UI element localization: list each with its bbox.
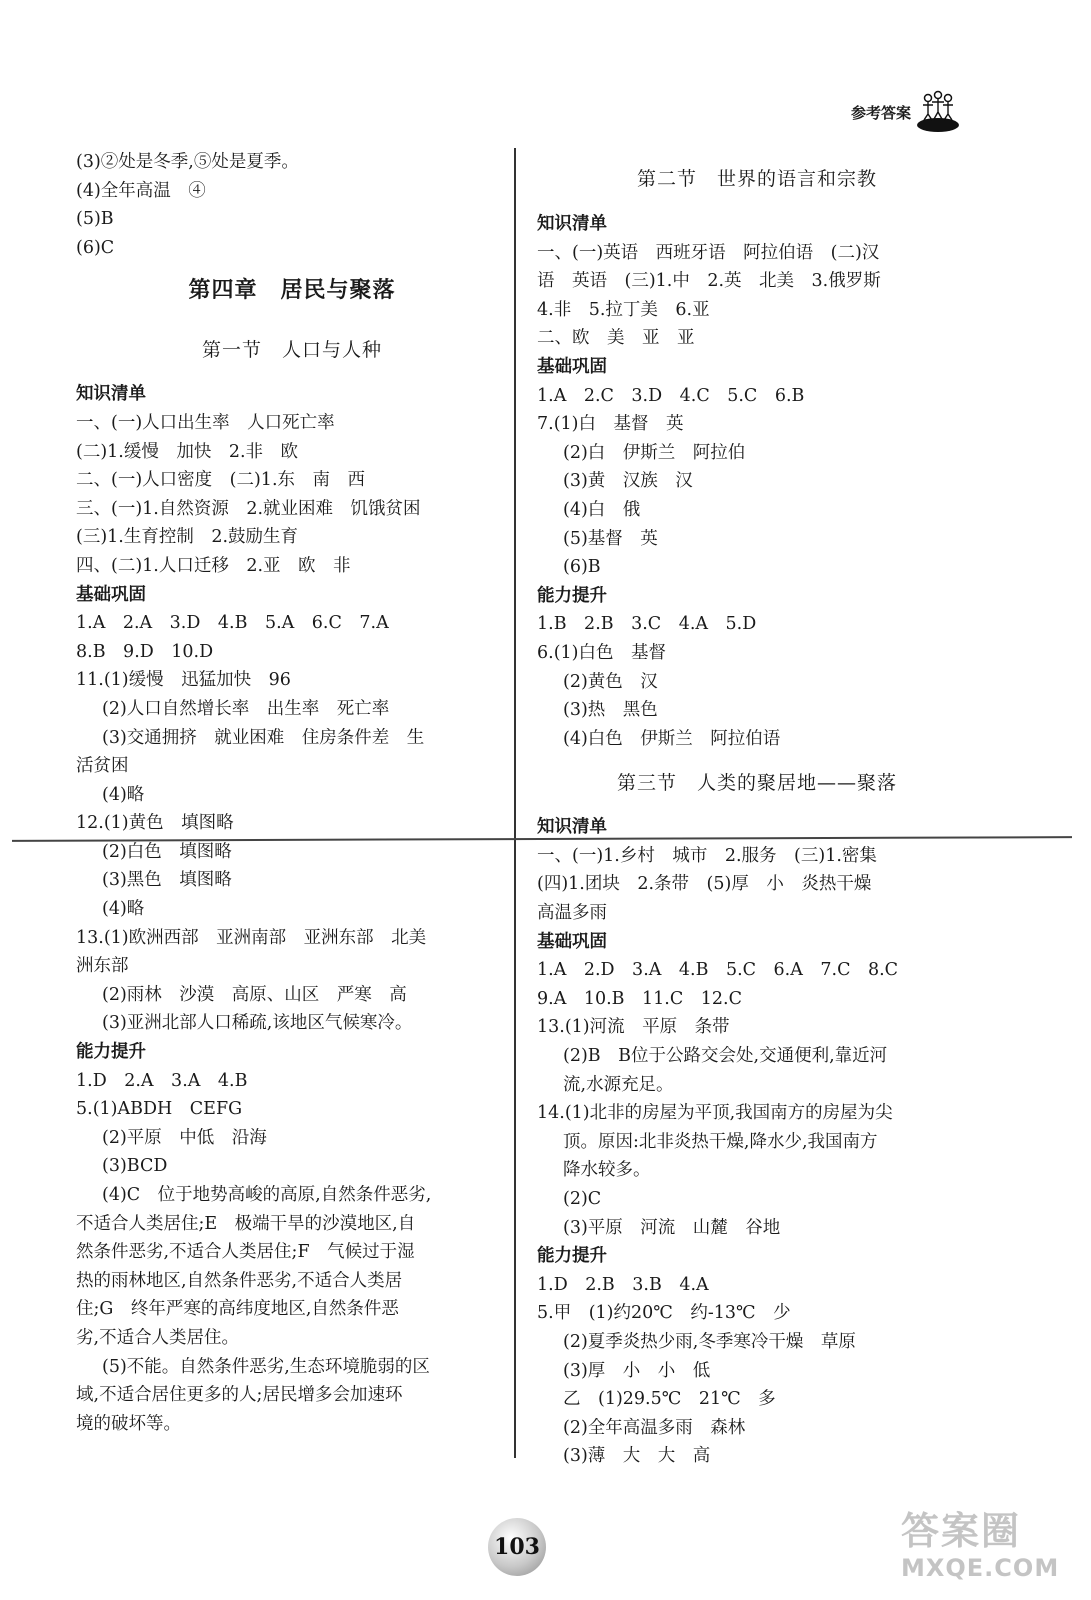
answer-line: (2)雨林 沙漠 高原、山区 严寒 高 bbox=[102, 984, 407, 1005]
answer-line: (3)②处是冬季,⑤处是夏季。 bbox=[76, 152, 299, 172]
answer-list bbox=[537, 1271, 977, 1471]
answer-list bbox=[76, 409, 508, 581]
answer-line: (5)B bbox=[76, 209, 114, 230]
answer-line: 住;G 终年严寒的高纬度地区,自然条件恶 bbox=[76, 1299, 399, 1320]
section-heading: 知识清单 bbox=[76, 384, 146, 405]
answer-line: (3)热 黑色 bbox=[563, 700, 658, 721]
answer-line: 热的雨林地区,自然条件恶劣,不适合人类居 bbox=[76, 1270, 403, 1291]
answer-line: (3)厚 小 小 低 bbox=[563, 1360, 711, 1381]
answer-line: 7.(1)白 基督 英 bbox=[537, 414, 684, 435]
answer-line: 一、(一)人口出生率 人口死亡率 bbox=[76, 412, 335, 433]
answer-line: 语 英语 (三)1.中 2.英 北美 3.俄罗斯 bbox=[537, 271, 881, 292]
answer-line: 11.(1)缓慢 迅猛加快 96 bbox=[76, 670, 291, 691]
left-top-answers bbox=[76, 148, 508, 262]
answer-line: 洲东部 bbox=[76, 956, 129, 977]
answer-line: 降水较多。 bbox=[563, 1160, 651, 1181]
answer-line: (三)1.生育控制 2.鼓励生育 bbox=[76, 527, 299, 548]
answer-line: (4)白色 伊斯兰 阿拉伯语 bbox=[563, 728, 781, 749]
section-heading: 知识清单 bbox=[537, 214, 607, 234]
answer-line: (3)黑色 填图略 bbox=[102, 870, 232, 891]
page-number: 103 bbox=[488, 1518, 546, 1576]
answer-line: (二)1.缓慢 加快 2.非 欧 bbox=[76, 441, 299, 462]
answer-line: (3)平原 河流 山麓 谷地 bbox=[563, 1217, 781, 1238]
answer-line: 6.(1)白色 基督 bbox=[537, 642, 666, 663]
watermark-url: MXQE.COM bbox=[901, 1554, 1060, 1582]
answer-line: (2)B B位于公路交会处,交通便利,靠近河 bbox=[563, 1046, 888, 1067]
answer-line: 13.(1)河流 平原 条带 bbox=[537, 1017, 730, 1038]
answer-line: 13.(1)欧洲西部 亚洲南部 亚洲东部 北美 bbox=[76, 927, 427, 948]
answer-line: 1.D 2.B 3.B 4.A bbox=[537, 1274, 709, 1295]
left-column bbox=[76, 148, 508, 1438]
section-heading: 基础巩固 bbox=[537, 931, 607, 952]
answer-line: 一、(一)1.乡村 城市 2.服务 (三)1.密集 bbox=[537, 845, 877, 866]
answer-line: (5)不能。自然条件恶劣,生态环境脆弱的区 bbox=[102, 1356, 430, 1377]
answer-list bbox=[537, 956, 977, 1242]
header-label: 参考答案 bbox=[850, 104, 911, 122]
answer-line: 5.(1)ABDH CEFG bbox=[76, 1099, 243, 1120]
answer-list bbox=[537, 610, 977, 753]
answer-line: (6)C bbox=[76, 237, 115, 258]
answer-list bbox=[537, 842, 977, 928]
section-heading: 知识清单 bbox=[537, 817, 607, 838]
answer-line: (3)亚洲北部人口稀疏,该地区气候寒冷。 bbox=[102, 1013, 413, 1034]
answer-line: 1.D 2.A 3.A 4.B bbox=[76, 1070, 248, 1091]
answer-line: 4.非 5.拉丁美 6.亚 bbox=[537, 299, 710, 320]
right-column bbox=[537, 148, 977, 1471]
answer-line: (4)白 俄 bbox=[563, 499, 641, 520]
answer-line: (4)略 bbox=[102, 899, 145, 920]
answer-line: 14.(1)北非的房屋为平顶,我国南方的房屋为尖 bbox=[537, 1103, 893, 1124]
answer-line: (四)1.团块 2.条带 (5)厚 小 炎热干燥 bbox=[537, 874, 872, 895]
answer-line: (6)B bbox=[563, 557, 601, 578]
answer-line: (4)略 bbox=[102, 784, 145, 805]
answer-line: 一、(一)英语 西班牙语 阿拉伯语 (二)汉 bbox=[537, 242, 880, 263]
answer-line: (3)黄 汉族 汉 bbox=[563, 471, 693, 492]
answer-line: (2)平原 中低 沿海 bbox=[102, 1127, 267, 1148]
answer-line: 不适合人类居住;E 极端干旱的沙漠地区,自 bbox=[76, 1213, 416, 1234]
answer-list bbox=[537, 239, 977, 353]
answer-line: 高温多雨 bbox=[537, 903, 607, 924]
answer-line: 1.B 2.B 3.C 4.A 5.D bbox=[537, 614, 757, 635]
answer-list bbox=[76, 1067, 508, 1439]
answer-line: 活贫困 bbox=[76, 756, 129, 777]
answer-line: (3)薄 大 大 高 bbox=[563, 1446, 711, 1467]
section-title: 第三节 人类的聚居地——聚落 bbox=[616, 772, 897, 795]
answer-line: (2)全年高温多雨 森林 bbox=[563, 1417, 746, 1438]
chapter-title: 第四章 居民与聚落 bbox=[188, 278, 396, 304]
watermark-logo-text: 答案圈 bbox=[901, 1509, 1022, 1553]
page-header bbox=[0, 88, 1091, 138]
answer-line: 二、欧 美 亚 亚 bbox=[537, 328, 695, 349]
answer-line: (2)白 伊斯兰 阿拉伯 bbox=[563, 442, 746, 463]
section-title: 第一节 人口与人种 bbox=[201, 339, 382, 362]
answer-line: 然条件恶劣,不适合人类居住;F 气候过于湿 bbox=[76, 1242, 415, 1263]
answer-line: 1.A 2.D 3.A 4.B 5.C 6.A 7.C 8.C bbox=[537, 960, 899, 981]
answer-line: 乙 (1)29.5℃ 21℃ 多 bbox=[563, 1389, 776, 1410]
answer-list bbox=[76, 609, 508, 1038]
answer-line: (2)黄色 汉 bbox=[563, 671, 658, 692]
answer-line: (5)基督 英 bbox=[563, 528, 658, 549]
answer-line: 1.A 2.C 3.D 4.C 5.C 6.B bbox=[537, 385, 805, 406]
answer-line: 域,不适合居住更多的人;居民增多会加速环 bbox=[76, 1385, 403, 1406]
answer-line: 境的破坏等。 bbox=[76, 1413, 181, 1434]
section-heading: 能力提升 bbox=[537, 585, 607, 606]
answer-line: (4)C 位于地势高峻的高原,自然条件恶劣, bbox=[102, 1185, 432, 1205]
answer-line: 8.B 9.D 10.D bbox=[76, 641, 214, 662]
answer-line: 劣,不适合人类居住。 bbox=[76, 1327, 240, 1348]
answer-line: 三、(一)1.自然资源 2.就业困难 饥饿贫困 bbox=[76, 498, 421, 519]
answer-line: 二、(一)人口密度 (二)1.东 南 西 bbox=[76, 470, 366, 491]
answer-line: 顶。原因:北非炎热干燥,降水少,我国南方 bbox=[563, 1131, 878, 1152]
answer-line: 流,水源充足。 bbox=[563, 1074, 674, 1095]
answer-line: 9.A 10.B 11.C 12.C bbox=[537, 988, 742, 1009]
section-title: 第二节 世界的语言和宗教 bbox=[636, 168, 877, 190]
answer-line: 四、(二)1.人口迁移 2.亚 欧 非 bbox=[76, 555, 351, 576]
answer-line: 12.(1)黄色 填图略 bbox=[76, 813, 234, 834]
answer-line: (2)人口自然增长率 出生率 死亡率 bbox=[102, 698, 390, 719]
answer-line: (3)交通拥挤 就业困难 住房条件差 生 bbox=[102, 727, 425, 748]
answer-line: (2)夏季炎热少雨,冬季寒冷干燥 草原 bbox=[563, 1331, 856, 1352]
answer-line: 1.A 2.A 3.D 4.B 5.A 6.C 7.A bbox=[76, 613, 389, 634]
answer-line: (2)C bbox=[563, 1189, 602, 1209]
answer-line: 5.甲 (1)约20℃ 约-13℃ 少 bbox=[537, 1303, 791, 1324]
answer-list bbox=[537, 382, 977, 582]
section-heading: 能力提升 bbox=[76, 1042, 146, 1063]
answer-line: (3)BCD bbox=[102, 1156, 168, 1177]
answer-line: (2)白色 填图略 bbox=[102, 841, 232, 862]
figures-logo-icon bbox=[915, 88, 961, 134]
watermark bbox=[901, 1508, 1061, 1588]
column-divider bbox=[514, 148, 516, 1458]
answer-line: (4)全年高温 ④ bbox=[76, 180, 206, 201]
section-heading: 基础巩固 bbox=[76, 584, 146, 605]
section-heading: 能力提升 bbox=[537, 1246, 607, 1267]
section-heading: 基础巩固 bbox=[537, 356, 607, 377]
